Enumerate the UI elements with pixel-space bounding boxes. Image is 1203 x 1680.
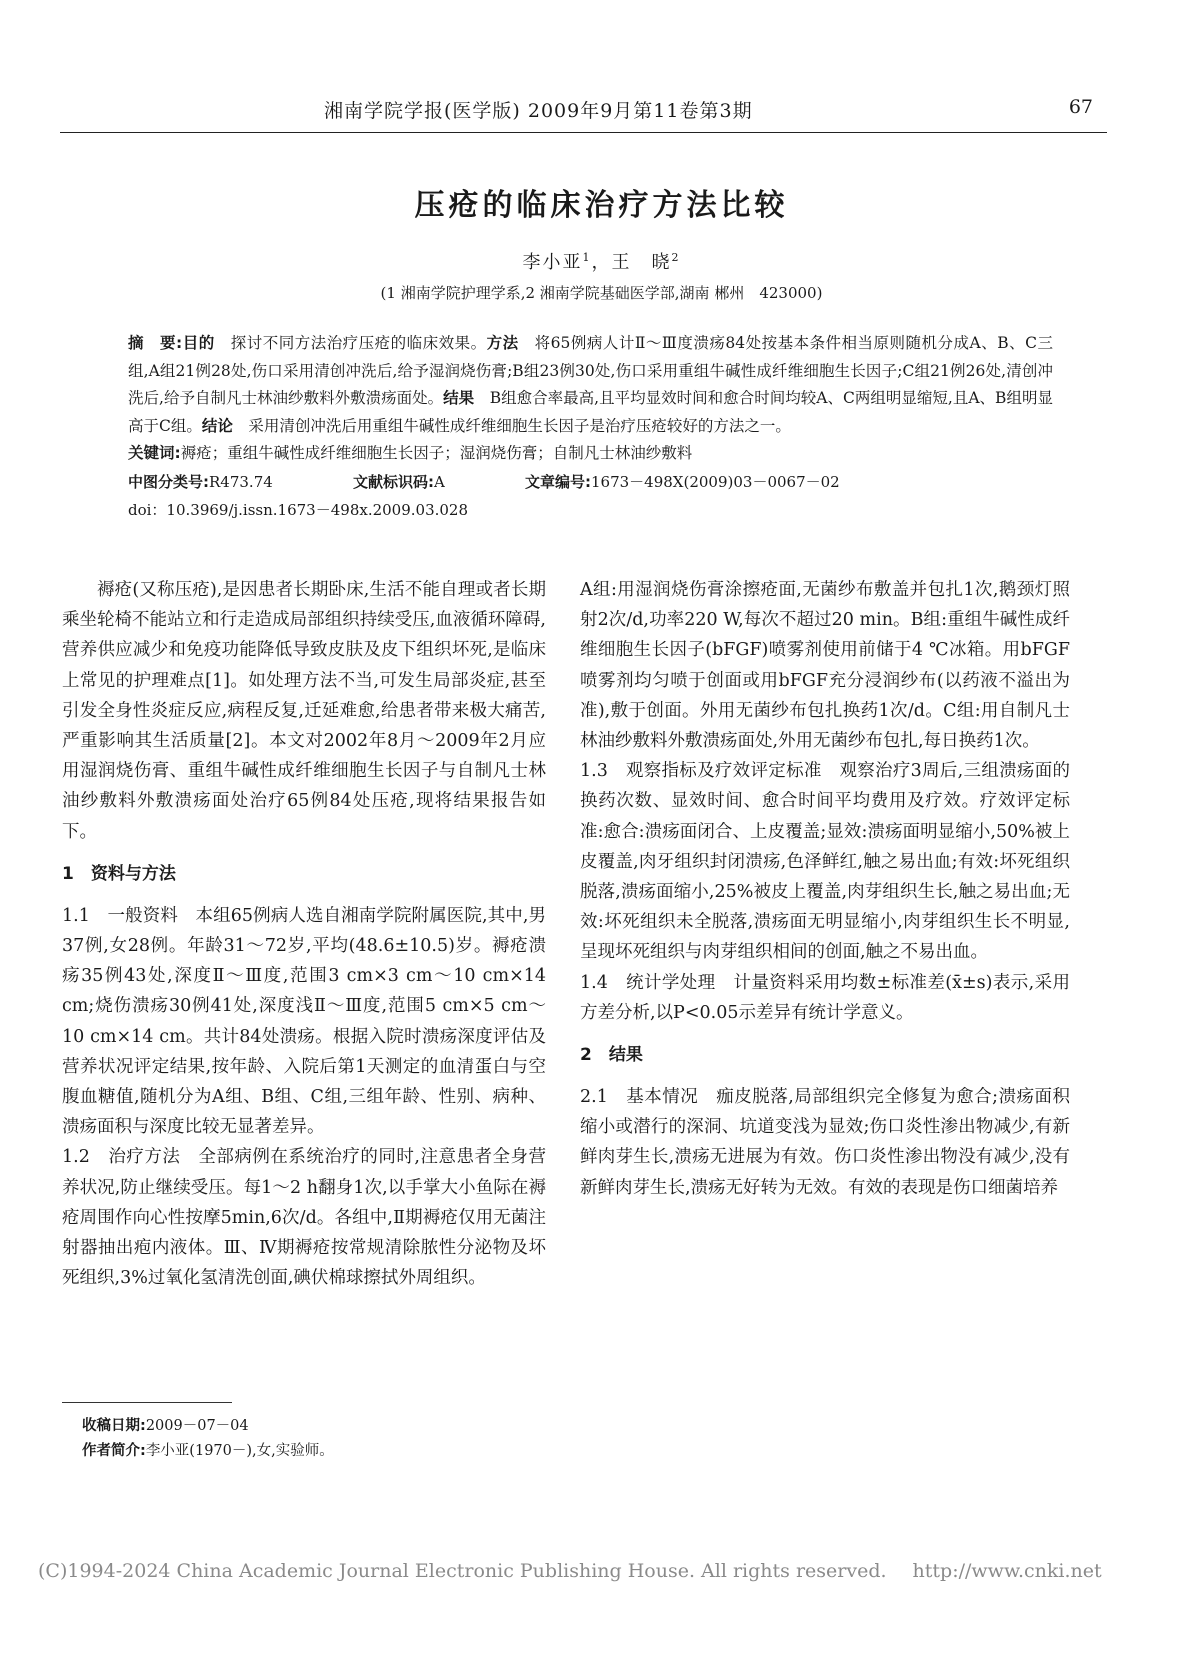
clc-label: 中图分类号: <box>128 472 209 491</box>
keywords <box>128 440 1053 468</box>
page-number: 67 <box>1068 96 1093 118</box>
received-date <box>82 1414 334 1439</box>
section-1-3-text: 观察治疗3周后,三组溃疡面的换药次数、显效时间、愈合时间平均费用及疗效。疗效评定标准:愈合:溃疡面闭合、上皮覆盖;显效:溃疡面明显缩小,50%被上皮覆盖,肉牙组织封闭溃疡,色泽鲜红,触之易出血;有效:坏死组织脱落,溃疡面缩小,25%被皮上覆盖,肉芽组织生长,触之易出血;无效:坏死组织未全脱落,溃疡面无明显缩小,肉芽组织生长不明显,呈现坏死组织与肉芽组织相间的创面,触之不易出血。 <box>580 761 1070 963</box>
keywords-label: 关键词: <box>128 444 181 462</box>
author-bio-value: 李小亚(1970－),女,实验师。 <box>145 1443 334 1459</box>
author-2: 王 晓 <box>611 252 672 273</box>
author-1: 李小亚 <box>522 252 583 273</box>
section-2-1-text: 痂皮脱落,局部组织完全修复为愈合;溃疡面积缩小或潜行的深洞、坑道变浅为显效;伤口炎性渗出物减少,有新鲜肉芽生长,溃疡无进展为有效。伤口炎性渗出物没有减少,没有新鲜肉芽生长,溃疡无好转为无效。有效的表现是伤口细菌培养 <box>580 1087 1070 1198</box>
results-label: 结果 <box>443 389 475 407</box>
objective-label: 目的 <box>182 334 215 352</box>
methods-text: 将65例病人计Ⅱ～Ⅲ度溃疡84处按基本条件相当原则随机分成A、B、C三组,A组21例28处,伤口采用清创冲洗后,给予湿润烧伤膏;B组23例30处,伤口采用重组牛碱性成纤维细胞生长因子;C组21例26处,清创冲洗后,给予自制凡士林油纱敷料外敷溃疡面处。 <box>128 334 1053 407</box>
doc-code: A <box>434 472 445 491</box>
section-1-1 <box>62 901 546 1143</box>
methods-label: 方法 <box>486 334 519 352</box>
doc-code-label: 文献标识码: <box>353 472 434 491</box>
abstract-label: 摘 要: <box>128 334 183 352</box>
author-separator: ， <box>591 252 612 273</box>
keywords-text: 褥疮；重组牛碱性成纤维细胞生长因子；湿润烧伤膏；自制凡士林油纱敷料 <box>180 444 693 462</box>
running-header <box>60 96 1107 133</box>
section-2-1-label: 2.1 基本情况 <box>580 1087 699 1108</box>
authors <box>0 248 1203 274</box>
section-1-4 <box>580 968 1070 1028</box>
journal-info: 湘南学院学报(医学版) 2009年9月第11卷第3期 <box>324 100 753 122</box>
affiliation: (1 湘南学院护理学系,2 湘南学院基础医学部,湖南 郴州 423000) <box>380 284 823 302</box>
section-1-1-label: 1.1 一般资料 <box>62 905 178 926</box>
author-bio-label: 作者简介: <box>82 1443 146 1459</box>
clc-code: R473.74 <box>209 472 273 491</box>
section-2-heading: 2 结果 <box>580 1045 643 1066</box>
article-number-label: 文章编号: <box>525 472 591 491</box>
objective-text: 探讨不同方法治疗压疮的临床效果。 <box>214 334 487 352</box>
received-label: 收稿日期: <box>82 1418 146 1434</box>
copyright-text: (C)1994-2024 China Academic Journal Electronic Publishing House. All rights reserved. <box>38 1560 887 1582</box>
footnote-divider <box>62 1402 232 1403</box>
author-bio <box>82 1439 334 1464</box>
article-title: 压疮的临床治疗方法比较 <box>414 188 789 223</box>
section-1-4-label: 1.4 统计学处理 <box>580 972 716 993</box>
section-1-2-label: 1.2 治疗方法 <box>62 1147 181 1168</box>
conclusion-label: 结论 <box>201 416 233 435</box>
section-1-2-continued: A组:用湿润烧伤膏涂擦疮面,无菌纱布敷盖并包扎1次,鹅颈灯照射2次/d,功率220 W,每次不超过20 min。B组:重组牛碱性成纤维细胞生长因子(bFGF)喷雾剂使用前储于4 ℃冰箱。用bFGF喷雾剂均匀喷于创面或用bFGF充分浸润纱布(以药液不溢出为准),敷于创面。外用无菌纱布包扎换药1次/d。C组:用自制凡士林油纱敷料外敷溃疡面处,外用无菌纱布包扎,每日换药1次。 <box>580 580 1070 752</box>
intro-paragraph: 褥疮(又称压疮),是因患者长期卧床,生活不能自理或者长期乘坐轮椅不能站立和行走造成局部组织持续受压,血液循环障碍,营养供应减少和免疫功能降低导致皮肤及皮下组织坏死,是临床上常见的护理难点[1]。如处理方法不当,可发生局部炎症,甚至引发全身性炎症反应,病程反复,迁延难愈,给患者带来极大痛苦,严重影响其生活质量[2]。本文对2002年8月～2009年2月应用湿润烧伤膏、重组牛碱性成纤维细胞生长因子与自制凡士林油纱敷料外敷溃疡面处治疗65例84处压疮,现将结果报告如下。 <box>62 580 546 842</box>
left-column <box>62 575 546 1293</box>
author-1-sup: 1 <box>582 251 592 264</box>
section-1-4-text: 计量资料采用均数±标准差(x̄±s)表示,采用方差分析,以P<0.05示差异有统计学意义。 <box>580 972 1070 1023</box>
results-text: B组愈合率最高,且平均显效时间和愈合时间均较A、C两组明显缩短,且A、B组明显高于C组。 <box>128 389 1053 435</box>
section-1-3 <box>580 756 1070 967</box>
article-number: 1673－498X(2009)03－0067－02 <box>591 472 840 491</box>
author-2-sup: 2 <box>671 251 681 264</box>
received-value: 2009－07－04 <box>145 1418 249 1434</box>
section-1-3-label: 1.3 观察指标及疗效评定标准 <box>580 761 822 782</box>
abstract <box>128 330 1053 440</box>
doi: doi：10.3969/j.issn.1673－498x.2009.03.028 <box>128 500 469 519</box>
conclusion-text: 采用清创冲洗后用重组牛碱性成纤维细胞生长因子是治疗压疮较好的方法之一。 <box>232 416 791 435</box>
section-1-2 <box>62 1142 546 1293</box>
classification-line <box>128 468 1053 496</box>
copyright-line <box>38 1560 1102 1582</box>
section-1-heading: 1 资料与方法 <box>62 863 176 884</box>
section-1-1-text: 本组65例病人选自湘南学院附属医院,其中,男37例,女28例。年龄31～72岁,平均(48.6±10.5)岁。褥疮溃疡35例43处,深度Ⅱ～Ⅲ度,范围3 cm×3 cm～10 cm×14 cm;烧伤溃疡30例41处,深度浅Ⅱ～Ⅲ度,范围5 cm×5 cm～10 cm×14 cm。共计84处溃疡。根据入院时溃疡深度评估及营养状况评定结果,按年龄、入院后第1天测定的血清蛋白与空腹血糖值,随机分为A组、B组、C组,三组年龄、性别、病种、溃疡面积与深度比较无显著差异。 <box>62 905 546 1138</box>
footnotes <box>82 1414 334 1464</box>
section-2-1 <box>580 1082 1070 1203</box>
cnki-link[interactable]: http://www.cnki.net <box>912 1560 1102 1582</box>
right-column <box>580 575 1070 1203</box>
section-1-2-text: 全部病例在系统治疗的同时,注意患者全身营养状况,防止继续受压。每1～2 h翻身1次,以手掌大小鱼际在褥疮周围作向心性按摩5min,6次/d。各组中,Ⅱ期褥疮仅用无菌注射器抽出疱内液体。Ⅲ、Ⅳ期褥疮按常规清除脓性分泌物及坏死组织,3%过氧化氢清洗创面,碘伏棉球擦拭外周组织。 <box>62 1147 546 1289</box>
abstract-block <box>128 330 1053 524</box>
